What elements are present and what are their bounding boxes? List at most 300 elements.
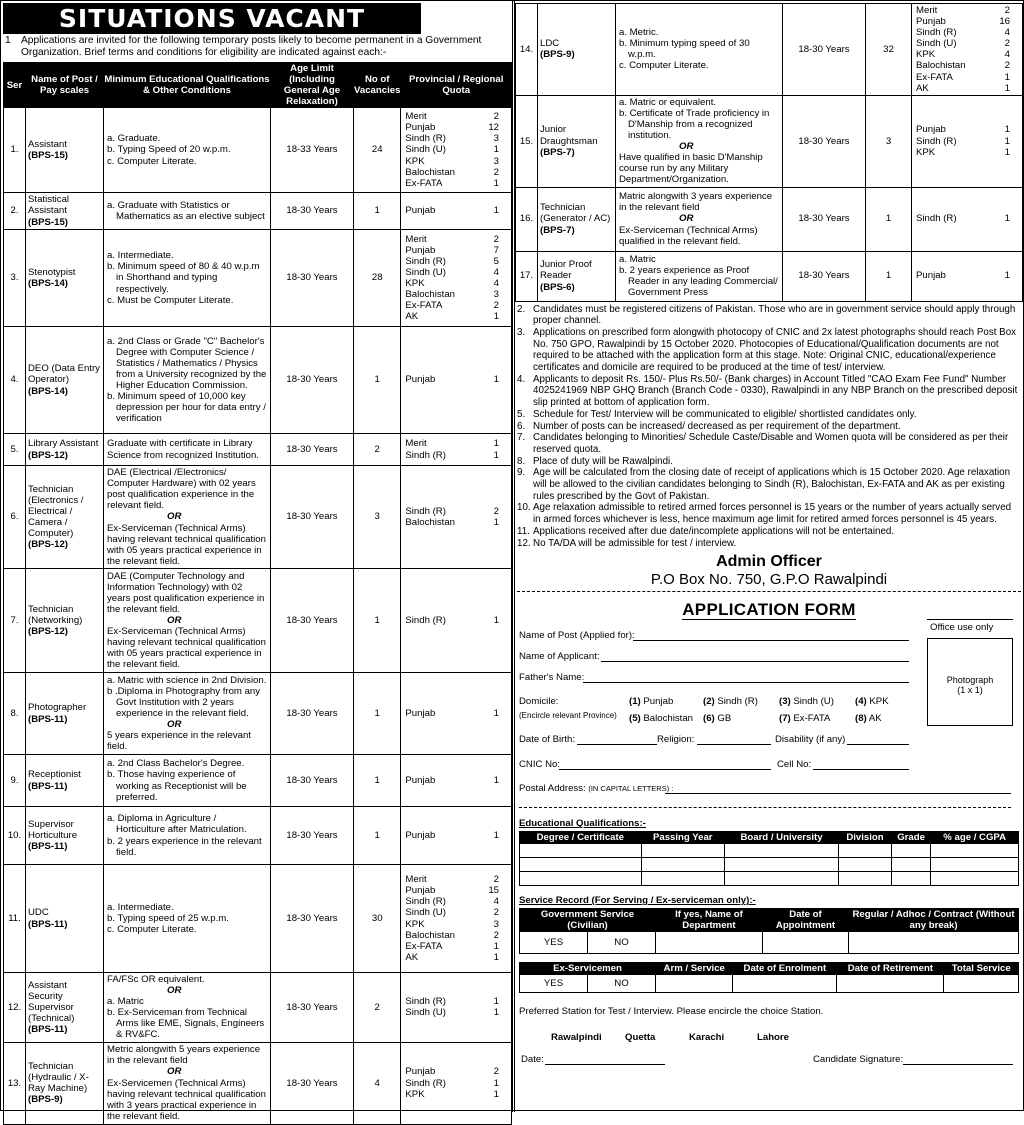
signature-label: Candidate Signature: <box>813 1054 904 1066</box>
vacancies: 1 <box>354 327 401 434</box>
quota-cell <box>912 187 1023 251</box>
qualification-cell <box>104 193 271 230</box>
qualification-line: OR <box>167 985 182 997</box>
note-item <box>517 526 1019 538</box>
quota-cell <box>401 673 512 755</box>
qualification-line: FA/FSc OR equivalent. <box>107 974 205 985</box>
disability-label: Disability (if any) <box>775 734 846 746</box>
post-number: 7. <box>4 569 26 673</box>
station-lahore[interactable]: Lahore <box>757 1032 789 1044</box>
ex-servicemen-header: Date of Retirement <box>837 963 944 975</box>
note-text: Applications received after due date/incomplete applications will not be entertained. <box>533 525 895 537</box>
province-number: (8) <box>855 713 867 725</box>
province-number: (5) <box>629 713 641 725</box>
quota-row <box>405 438 507 449</box>
service-no[interactable]: NO <box>588 932 656 954</box>
note-number: 5. <box>517 408 526 420</box>
post-row <box>4 807 512 865</box>
vacancies: 1 <box>354 755 401 807</box>
quota-row <box>405 952 507 963</box>
quota-count: 7 <box>493 244 499 256</box>
note-text: Age relaxation admissible to retired armed forces personnel is 15 years or the number of years actually served in armed forces whichever is less, hence maximum age limit for retired armed forces personnel is 45 years. <box>533 502 1012 526</box>
office-use-label: Office use only <box>930 622 994 634</box>
post-row <box>4 193 512 230</box>
education-cell[interactable] <box>520 844 642 858</box>
quota-count: 2 <box>493 929 499 941</box>
photograph-box <box>927 638 1013 726</box>
quota-region: Punjab <box>405 374 436 386</box>
quota-row <box>405 830 507 841</box>
quota-row <box>405 775 507 786</box>
post-name: Technician (Generator / AC) <box>540 202 611 225</box>
application-form <box>515 592 1023 1066</box>
header-post: Name of Post / Pay scales <box>26 63 104 108</box>
age-limit: 18-30 Years <box>271 569 354 673</box>
quota-count: 1 <box>1004 135 1010 147</box>
post-name-cell <box>26 108 104 193</box>
quota-count: 1 <box>493 438 499 450</box>
qualification-line: b. Those having experience of working as Receptionist will be preferred. <box>107 769 247 803</box>
post-number: 11. <box>4 865 26 973</box>
quota-cell <box>912 4 1023 96</box>
post-name: Junior Draughtsman <box>540 124 598 147</box>
quota-region: Punjab <box>405 122 436 134</box>
education-header: Degree / Certificate <box>520 832 642 844</box>
education-cell[interactable] <box>724 858 838 872</box>
age-limit: 18-30 Years <box>271 230 354 327</box>
quota-count: 4 <box>493 278 499 289</box>
quota-count: 1 <box>493 1088 499 1100</box>
note-text: Applications on prescribed form alongwith photocopy of CNIC and 2x latest photographs should reach Post Box No. 750 GPO, Rawalpindi by 15 October 2020. Photocopies of Educational/Qualification documents are not required to be attached with the application form at this stage. Note: Original CNIC, educational/experience certificates and domicile are required to be produced at the time of test/ interview. <box>533 326 1017 374</box>
education-cell[interactable] <box>891 844 931 858</box>
education-cell[interactable] <box>839 858 892 872</box>
cell-field[interactable] <box>813 769 909 770</box>
qualification-line: b. Typing Speed of 20 w.p.m. <box>107 144 231 156</box>
qualification-line: c. Computer Literate. <box>107 924 197 936</box>
qualification-cell <box>104 1042 271 1124</box>
education-cell[interactable] <box>520 858 642 872</box>
age-limit: 18-30 Years <box>271 673 354 755</box>
encircle-hint: (Encircle relevant Province) <box>519 711 617 721</box>
quota-row <box>405 278 507 289</box>
education-cell[interactable] <box>931 858 1019 872</box>
quota-region: KPK <box>916 146 936 158</box>
post-name: DEO (Data Entry Operator) <box>28 363 100 386</box>
photograph-size: (1 x 1) <box>957 685 983 696</box>
ex-arm-cell[interactable] <box>656 975 733 993</box>
quota-region: Sindh (R) <box>405 449 446 461</box>
form-title: APPLICATION FORM <box>682 600 856 620</box>
province-name: Balochistan <box>643 713 694 725</box>
service-date-cell[interactable] <box>762 932 848 954</box>
vacancies: 3 <box>354 466 401 569</box>
note-text: Schedule for Test/ Interview will be communicated to eligible/ shortlisted candidates only. <box>533 408 917 420</box>
post-number: 5. <box>4 434 26 466</box>
quota-region: Balochistan <box>405 929 456 941</box>
post-bps: (BPS-9) <box>28 1094 63 1106</box>
station-karachi[interactable]: Karachi <box>689 1032 725 1044</box>
father-name-field[interactable] <box>583 682 909 683</box>
note-number: 4. <box>517 373 526 385</box>
vacancies: 1 <box>354 569 401 673</box>
quota-row <box>405 178 507 189</box>
service-table <box>519 908 1019 954</box>
vacancies: 32 <box>866 4 912 96</box>
qualification-line: a. 2nd Class or Grade "C" Bachelor's Degree with Computer Science / Statistics / Mathematics / Physics from a University recognized by the Higher Education Commission. <box>107 335 267 391</box>
note-number: 12. <box>517 537 531 549</box>
quota-cell <box>912 95 1023 187</box>
age-limit: 18-30 Years <box>783 4 866 96</box>
quota-count: 3 <box>493 133 499 145</box>
note-item <box>517 467 1019 502</box>
education-table <box>519 831 1019 886</box>
ex-retire-cell[interactable] <box>837 975 944 993</box>
ex-servicemen-header: Ex-Servicemen <box>520 963 656 975</box>
dob-label: Date of Birth: <box>519 734 575 746</box>
post-name-cell <box>26 755 104 807</box>
vacancies: 1 <box>354 673 401 755</box>
service-row <box>520 932 1019 954</box>
quota-count: 5 <box>493 255 499 267</box>
post-name-cell <box>538 95 616 187</box>
quota-row <box>405 1066 507 1077</box>
note-number: 6. <box>517 420 526 432</box>
vacancies: 2 <box>354 973 401 1043</box>
quota-region: KPK <box>405 918 425 930</box>
name-of-applicant-field[interactable] <box>601 661 909 662</box>
religion-field[interactable] <box>697 744 771 745</box>
disability-field[interactable] <box>847 744 909 745</box>
quota-region: Sindh (R) <box>405 896 446 908</box>
post-bps: (BPS-11) <box>28 780 68 792</box>
qualification-cell <box>104 466 271 569</box>
photograph-label: Photograph <box>946 675 994 686</box>
quota-count: 2 <box>493 907 499 919</box>
qualification-cell <box>104 434 271 466</box>
quota-region: Merit <box>405 438 427 450</box>
quota-cell <box>401 865 512 973</box>
service-dept-cell[interactable] <box>656 932 763 954</box>
post-name-cell <box>26 434 104 466</box>
quota-region: Merit <box>405 874 427 886</box>
header-qualification: Minimum Educational Qualifications & Other Conditions <box>104 63 271 108</box>
province-name: Ex-FATA <box>793 713 831 725</box>
qualification-line: OR <box>679 213 694 225</box>
age-limit: 18-30 Years <box>783 95 866 187</box>
education-cell[interactable] <box>641 858 724 872</box>
post-row <box>516 187 1023 251</box>
post-number: 1. <box>4 108 26 193</box>
post-row <box>4 466 512 569</box>
post-bps: (BPS-12) <box>28 449 68 461</box>
quota-cell <box>401 108 512 193</box>
quota-count: 2 <box>1004 5 1010 16</box>
age-limit: 18-30 Years <box>271 434 354 466</box>
quota-row <box>405 615 507 626</box>
post-number: 9. <box>4 755 26 807</box>
post-bps: (BPS-14) <box>28 385 68 397</box>
qualification-line: Ex-Serviceman (Technical Arms) having relevant technical qualification with 05 years practical experience in the relevant field. <box>107 626 266 671</box>
date-field[interactable] <box>545 1064 665 1065</box>
province-option[interactable] <box>703 696 758 707</box>
education-cell[interactable] <box>891 858 931 872</box>
post-name: Receptionist <box>28 769 81 781</box>
note-number: 3. <box>517 326 526 338</box>
post-name: Statistical Assistant <box>28 194 70 217</box>
notes-list <box>515 302 1023 550</box>
quota-region: KPK <box>405 155 425 167</box>
postal-address-label: Postal Address: (IN CAPITAL LETTERS) : <box>519 783 674 795</box>
quota-cell <box>401 973 512 1043</box>
cnic-field[interactable] <box>559 769 771 770</box>
quota-count: 2 <box>493 1066 499 1078</box>
province-option[interactable] <box>855 713 882 724</box>
education-title: Educational Qualifications:- <box>519 818 646 830</box>
qualification-cell <box>616 4 783 96</box>
quota-count: 12 <box>488 122 499 134</box>
quota-cell <box>401 434 512 466</box>
qualification-line: b. 2 years experience as Proof Reader in any leading Commercial/ Government Press <box>619 264 778 299</box>
note-item <box>517 327 1019 374</box>
qualification-line: OR <box>167 719 182 731</box>
quota-region: Sindh (R) <box>405 996 446 1008</box>
quota-count: 1 <box>1004 82 1010 94</box>
age-limit: 18-30 Years <box>783 251 866 301</box>
posts-body-right <box>516 4 1023 302</box>
education-cell[interactable] <box>520 872 642 886</box>
posts-table-right <box>515 3 1023 302</box>
quota-row <box>405 289 507 300</box>
qualification-line: a. Matric <box>619 253 656 265</box>
quota-count: 2 <box>493 300 499 312</box>
qualification-cell <box>104 807 271 865</box>
postal-address-field[interactable] <box>665 793 1011 794</box>
post-number: 4. <box>4 327 26 434</box>
quota-count: 2 <box>493 166 499 178</box>
note-text: Place of duty will be Rawalpindi. <box>533 455 673 467</box>
father-name-label: Father's Name: <box>519 672 585 684</box>
province-option[interactable] <box>629 713 693 724</box>
note-text: Number of posts can be increased/ decreased as per requirement of the department. <box>533 420 901 432</box>
post-row <box>4 673 512 755</box>
quota-region: Punjab <box>916 270 946 282</box>
education-cell[interactable] <box>931 844 1019 858</box>
quota-region: Punjab <box>916 16 946 28</box>
quota-row <box>916 38 1018 49</box>
vacancies: 1 <box>866 251 912 301</box>
education-header: % age / CGPA <box>931 832 1019 844</box>
post-number: 17. <box>516 251 538 301</box>
qualification-line: OR <box>167 1066 182 1078</box>
quota-row <box>916 49 1018 60</box>
post-name-cell <box>26 569 104 673</box>
province-option[interactable] <box>703 713 731 724</box>
post-name: Assistant Security Supervisor (Technical) <box>28 979 75 1024</box>
province-number: (6) <box>703 713 715 725</box>
station-quetta[interactable]: Quetta <box>625 1032 656 1044</box>
post-row <box>516 4 1023 96</box>
education-cell[interactable] <box>724 844 838 858</box>
quota-region: AK <box>405 951 419 963</box>
post-name-cell <box>26 193 104 230</box>
quota-row <box>916 124 1018 135</box>
qualification-line: a. Diploma in Agriculture / Horticulture after Matriculation. <box>107 813 247 836</box>
education-cell[interactable] <box>724 872 838 886</box>
postal-address-line-2[interactable] <box>519 807 1011 808</box>
province-option[interactable] <box>779 696 834 707</box>
quota-cell <box>401 230 512 327</box>
quota-region: Punjab <box>405 1066 436 1078</box>
quota-count: 2 <box>493 233 499 245</box>
ex-no[interactable]: NO <box>588 975 656 993</box>
note-item <box>517 456 1019 468</box>
vacancies: 4 <box>354 1042 401 1124</box>
quota-region: Sindh (R) <box>405 614 446 626</box>
education-header: Passing Year <box>641 832 724 844</box>
post-number: 6. <box>4 466 26 569</box>
quota-count: 1 <box>493 374 499 386</box>
education-header: Division <box>839 832 892 844</box>
quota-count: 4 <box>493 896 499 908</box>
province-number: (4) <box>855 696 867 708</box>
station-rawalpindi[interactable]: Rawalpindi <box>551 1032 602 1044</box>
quota-cell <box>401 755 512 807</box>
quota-count: 3 <box>493 289 499 301</box>
quota-row <box>405 896 507 907</box>
quota-count: 1 <box>493 1007 499 1019</box>
ex-yes[interactable]: YES <box>520 975 588 993</box>
age-limit: 18-30 Years <box>271 865 354 973</box>
quota-count: 2 <box>493 874 499 886</box>
ex-servicemen-header: Date of Enrolment <box>733 963 837 975</box>
left-column <box>3 3 512 1122</box>
quota-region: KPK <box>405 1088 425 1100</box>
qualification-line: b. Certificate of Trade proficiency in D'Manship from a recognized institution. <box>619 107 770 142</box>
quota-region: Sindh (R) <box>916 213 957 225</box>
post-row <box>4 569 512 673</box>
cell-label: Cell No: <box>777 759 812 771</box>
ex-servicemen-header: Total Service <box>944 963 1019 975</box>
quota-row <box>405 930 507 941</box>
qualification-cell <box>616 251 783 301</box>
quota-count: 1 <box>493 774 499 786</box>
post-name-cell <box>26 327 104 434</box>
province-option[interactable] <box>629 696 673 707</box>
education-cell[interactable] <box>839 844 892 858</box>
post-number: 10. <box>4 807 26 865</box>
post-bps: (BPS-15) <box>28 216 68 228</box>
qualification-line: c. Must be Computer Literate. <box>107 294 234 306</box>
note-text: Applicants to deposit Rs. 150/- Plus Rs.50/- (Bank charges) in Account Titled "CAO Exam Fee Fund" Number 4025241969 NBP GHQ Branch (Branch Code - 0330), Rawalpindi in any NBP Branch on the prescribed deposit slip printed at bottom of application form. <box>533 373 1018 409</box>
note-item <box>517 304 1019 327</box>
province-number: (3) <box>779 696 791 708</box>
qualification-line: Ex-Serviceman (Technical Arms) having relevant technical qualification with 05 years practical experience in the relevant field. <box>107 522 266 567</box>
name-of-post-field[interactable] <box>633 640 909 641</box>
age-limit: 18-33 Years <box>271 108 354 193</box>
quota-region: Punjab <box>405 707 436 719</box>
quota-row <box>405 517 507 528</box>
dob-field[interactable] <box>577 744 657 745</box>
quota-region: Ex-FATA <box>405 300 443 312</box>
service-type-cell[interactable] <box>849 932 1019 954</box>
service-header: Regular / Adhoc / Contract (Without any break) <box>849 909 1019 932</box>
date-label: Date: <box>521 1054 544 1066</box>
age-limit: 18-30 Years <box>271 973 354 1043</box>
right-column <box>515 3 1023 1109</box>
qualification-line: Matric alongwith 3 years experience in the relevant field <box>619 191 773 214</box>
province-option[interactable] <box>779 713 830 724</box>
post-bps: (BPS-15) <box>28 150 68 161</box>
quota-row <box>405 1007 507 1018</box>
vacancies: 24 <box>354 108 401 193</box>
post-number: 12. <box>4 973 26 1043</box>
qualification-line: a. Intermediate. <box>107 901 174 913</box>
province-option[interactable] <box>855 696 889 707</box>
education-cell[interactable] <box>641 844 724 858</box>
qualification-line: OR <box>679 141 694 153</box>
education-cell[interactable] <box>641 872 724 886</box>
quota-cell <box>401 327 512 434</box>
age-limit: 18-30 Years <box>783 187 866 251</box>
quota-count: 1 <box>493 1077 499 1089</box>
qualification-line: Ex-Serviceman (Technical Arms) qualified in the relevant field. <box>619 224 758 247</box>
age-limit: 18-30 Years <box>271 1042 354 1124</box>
admin-title: Admin Officer <box>716 553 822 571</box>
post-name-cell <box>26 230 104 327</box>
signature-field[interactable] <box>903 1064 1013 1065</box>
quota-row <box>405 919 507 930</box>
name-of-post-label: Name of Post (Applied for): <box>519 630 635 642</box>
education-cell[interactable] <box>839 872 892 886</box>
qualification-line: b. Ex-Serviceman from Technical Arms like EME, Signals, Engineers & RV&FC. <box>107 1007 265 1041</box>
province-name: GB <box>717 713 732 725</box>
quota-count: 1 <box>493 205 499 217</box>
quota-cell <box>401 193 512 230</box>
education-cell[interactable] <box>891 872 931 886</box>
quota-row <box>405 1078 507 1089</box>
post-bps: (BPS-11) <box>28 841 68 853</box>
post-row <box>516 251 1023 301</box>
qualification-line: DAE (Electrical /Electronics/ Computer Hardware) with 02 years post qualification experience in the relevant field. <box>107 467 256 512</box>
post-row <box>4 865 512 973</box>
education-cell[interactable] <box>931 872 1019 886</box>
quota-region: Sindh (U) <box>405 1007 446 1019</box>
post-number: 3. <box>4 230 26 327</box>
education-header: Board / University <box>724 832 838 844</box>
intro-text <box>3 34 512 62</box>
quota-count: 2 <box>493 111 499 123</box>
quota-row <box>405 374 507 385</box>
post-row <box>516 95 1023 187</box>
intro-body: Applications are invited for the following temporary posts likely to become permanent in a Government Organization. Brief terms and conditions for eligibility are indicated against each:- <box>21 35 482 58</box>
quota-region: Sindh (U) <box>916 38 957 50</box>
quota-count: 4 <box>493 266 499 278</box>
service-header: If yes, Name of Department <box>656 909 763 932</box>
quota-region: Ex-FATA <box>916 71 953 83</box>
ex-total-cell[interactable] <box>944 975 1019 993</box>
note-item <box>517 538 1019 550</box>
qualification-line: b. Minimum typing speed of 30 w.p.m. <box>619 38 750 61</box>
qualification-line: OR <box>167 511 182 523</box>
quota-region: Balochistan <box>916 60 966 72</box>
qualification-cell <box>104 230 271 327</box>
intro-number: 1 <box>5 35 11 46</box>
ex-servicemen-row <box>520 975 1019 993</box>
province-number: (7) <box>779 713 791 725</box>
quota-region: Punjab <box>405 885 436 897</box>
ex-enrol-cell[interactable] <box>733 975 837 993</box>
service-yes[interactable]: YES <box>520 932 588 954</box>
